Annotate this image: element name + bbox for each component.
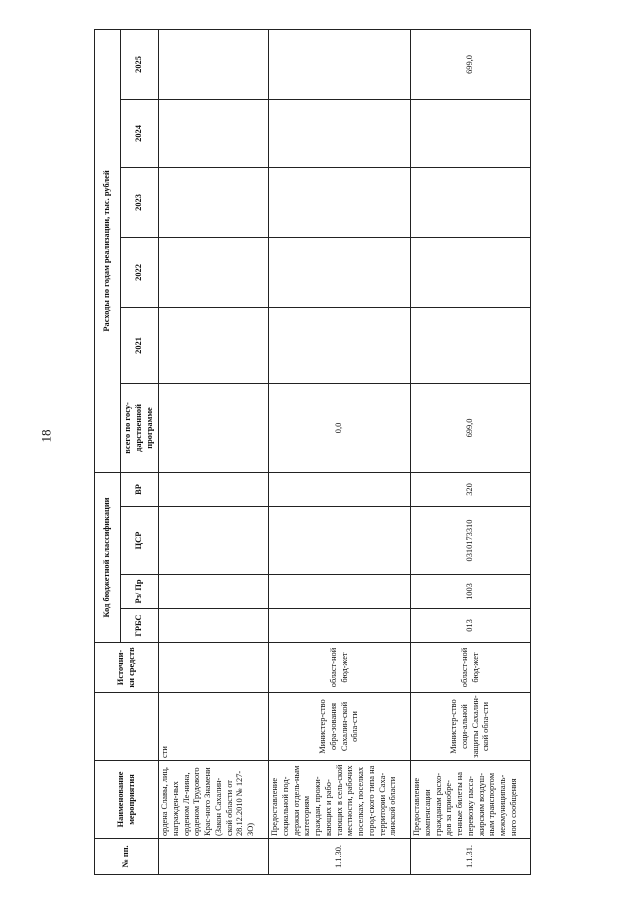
- cell-vr: [159, 472, 269, 506]
- col-grbs-header: ГРБС: [121, 609, 159, 643]
- expenses-table: [94, 29, 531, 875]
- col-name-header: Наименование мероприятия: [95, 761, 159, 839]
- cell-2025: 699,0: [411, 29, 531, 99]
- col-exec-header: [95, 693, 159, 761]
- cell-2025: [159, 29, 269, 99]
- cell-2023: [159, 167, 269, 237]
- cell-name: Предоставление социальной под-держки отдель-ным категориям граждан, прожи-вающих и рабо-тающих в сель-ской местности, рабочих поселках, поселках город-ского типа на территории Саха-линской области: [269, 761, 411, 839]
- cell-exec: Министер-ство соци-альной защиты Сахалин-ской обла-сти: [411, 693, 531, 761]
- cell-2022: [269, 237, 411, 307]
- table-row: [269, 29, 411, 874]
- cell-vr: 320: [411, 472, 531, 506]
- cell-exec: Министер-ство обра-зования Сахалин-ской обла-сти: [269, 693, 411, 761]
- expenses-header: Расходы по годам реализации, тыс. рублей: [95, 29, 121, 472]
- cell-csr: 0310173310: [411, 507, 531, 575]
- table-row: [411, 29, 531, 874]
- cell-2022: [411, 237, 531, 307]
- cell-source: област-ной бюд-жет: [411, 643, 531, 693]
- cell-num: [159, 839, 269, 875]
- cell-2023: [269, 167, 411, 237]
- cell-2021: [411, 307, 531, 383]
- cell-name: ордена Славы, лиц, награжден-ных орденом Ле-нина, орденом Трудового Крас-ного Знамени (Закон Сахалин-ской области от 28.12.2010 № 127-ЗО): [159, 761, 269, 839]
- col-vr-header: ВР: [121, 472, 159, 506]
- rotated-table-wrapper: [94, 30, 518, 875]
- cell-2024: [269, 99, 411, 167]
- kbk-header: Код бюджетной классификации: [95, 472, 121, 642]
- cell-2021: [159, 307, 269, 383]
- table-row: [159, 29, 269, 874]
- cell-total: [159, 383, 269, 472]
- cell-2025: [269, 29, 411, 99]
- cell-source: [159, 643, 269, 693]
- cell-name: Предоставление компенсации гражданам расхо-дов за приобре-тенные билеты на перевозку пасса-жирским воздуш-ным транспортом межмуниципаль-ного сообщения: [411, 761, 531, 839]
- cell-csr: [159, 507, 269, 575]
- cell-vr: [269, 472, 411, 506]
- cell-2024: [159, 99, 269, 167]
- page-number: 18: [38, 429, 54, 443]
- cell-2021: [269, 307, 411, 383]
- cell-grbs: [159, 609, 269, 643]
- col-total-header: всего по госу-дарственной программе: [121, 383, 159, 472]
- col-2023-header: 2023: [121, 167, 159, 237]
- col-2024-header: 2024: [121, 99, 159, 167]
- cell-num: 1.1.31.: [411, 839, 531, 875]
- cell-total: 699,0: [411, 383, 531, 472]
- col-2022-header: 2022: [121, 237, 159, 307]
- cell-2022: [159, 237, 269, 307]
- cell-grbs: 013: [411, 609, 531, 643]
- cell-exec: сти: [159, 693, 269, 761]
- col-num-header: № пп.: [95, 839, 159, 875]
- col-rzpr-header: Рз/ Пр: [121, 575, 159, 609]
- cell-grbs: [269, 609, 411, 643]
- col-2025-header: 2025: [121, 29, 159, 99]
- col-csr-header: ЦСР: [121, 507, 159, 575]
- cell-csr: [269, 507, 411, 575]
- cell-rzpr: [159, 575, 269, 609]
- cell-2024: [411, 99, 531, 167]
- col-source-header: Источни-ки средств: [95, 643, 159, 693]
- cell-2023: [411, 167, 531, 237]
- cell-total: 0,0: [269, 383, 411, 472]
- cell-source: област-ной бюд-жет: [269, 643, 411, 693]
- cell-rzpr: [269, 575, 411, 609]
- cell-rzpr: 1003: [411, 575, 531, 609]
- col-2021-header: 2021: [121, 307, 159, 383]
- cell-num: 1.1.30.: [269, 839, 411, 875]
